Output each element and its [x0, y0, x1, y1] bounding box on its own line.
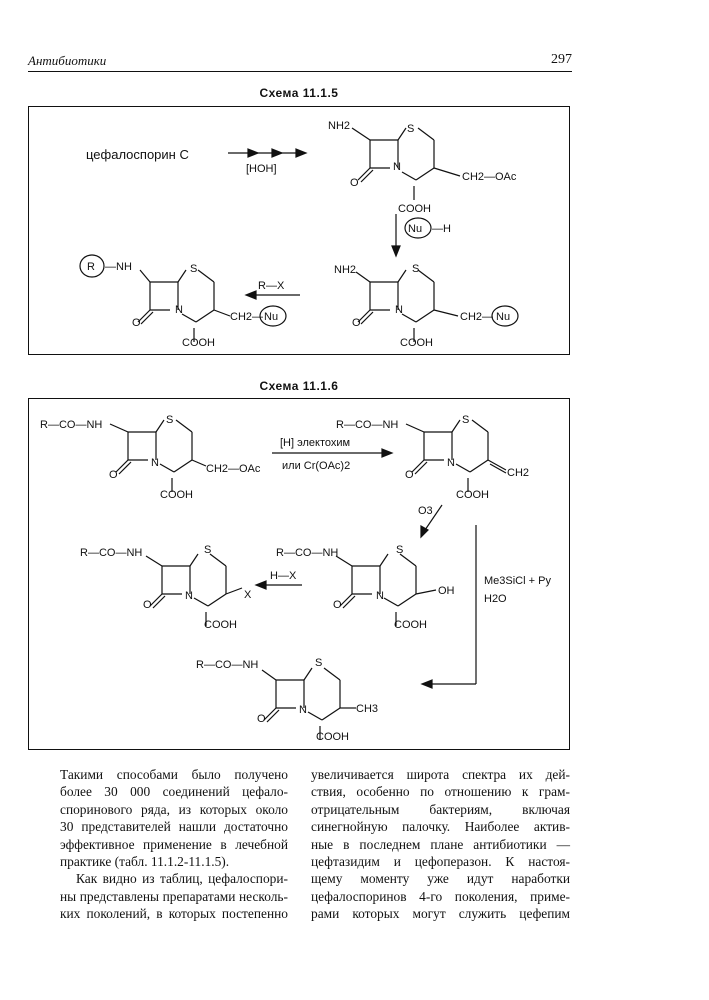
nu-label: Nu [264, 311, 279, 323]
nitrogen-label: N [185, 590, 193, 602]
text-line: рами которых могут служить цефепим [311, 906, 570, 922]
oxygen-label: O [143, 599, 152, 611]
sulfur-label: S [190, 263, 198, 275]
scheme2-molecule-a [116, 420, 192, 492]
r-group-label: R [87, 261, 95, 273]
cooh-label: COOH [160, 489, 193, 501]
ozone-label: O3 [418, 505, 433, 517]
text-line: практике (табл. 11.1.2-11.1.5). [60, 854, 230, 870]
nu-label: Nu [496, 311, 511, 323]
nh-label: —NH [105, 261, 132, 273]
x-label: X [244, 589, 252, 601]
sulfur-label: S [412, 263, 420, 275]
text-line: Такими способами было получено [60, 767, 288, 782]
oxygen-label: O [109, 469, 118, 481]
reduction-label-bottom: или Cr(OAc)2 [282, 460, 351, 472]
text-line: синегнойную палочку. Наиболее актив- [311, 819, 570, 835]
ch2-label: CH2— [230, 311, 264, 323]
cooh-label: COOH [456, 489, 489, 501]
nh2-label: NH2 [334, 264, 357, 276]
sulfur-label: S [462, 414, 470, 426]
nu-reagent-label: Nu [408, 223, 423, 235]
oxygen-label: O [257, 713, 266, 725]
text-line: цефтазидим и цефоперазон. К настоя- [311, 854, 570, 870]
hx-label: H—X [270, 570, 297, 582]
scheme-1-title: Схема 11.1.5 [259, 86, 339, 100]
scheme-2-title: Схема 11.1.6 [259, 379, 339, 393]
text-line: увеличивается широта спектра их дей- [311, 767, 570, 782]
sulfur-label: S [204, 544, 212, 556]
rconh-label: R—CO—NH [196, 659, 259, 671]
scheme1-arrow-nucleophile [392, 214, 431, 256]
ch2-label: CH2 [507, 467, 530, 479]
rx-label: R—X [258, 280, 285, 292]
silylation-label-bottom: H2O [484, 593, 507, 605]
scheme1-arrow-hydrolysis [228, 149, 306, 157]
sulfur-label: S [396, 544, 404, 556]
sulfur-label: S [315, 657, 323, 669]
scheme2-molecule-b [412, 420, 488, 492]
paragraph [60, 766, 288, 870]
nitrogen-label: N [395, 304, 403, 316]
oxygen-label: O [132, 317, 141, 329]
cooh-label: COOH [398, 203, 431, 215]
nh2-label: NH2 [328, 120, 351, 132]
text-line: 30 представителей нашли достаточно [60, 819, 288, 835]
ch3-label: CH3 [356, 703, 379, 715]
page-number: 297 [551, 52, 572, 67]
text-line: щему моменту уже идут наработки [311, 871, 570, 887]
scheme1-arrow-acylation [246, 291, 300, 299]
scheme2-arrow-substitution [256, 581, 302, 589]
text-line: ких поколений, в которых постепенно [60, 906, 288, 922]
cooh-label: COOH [394, 619, 427, 631]
paragraph [60, 870, 288, 922]
text-line: цефалоспоринов 4-го поколения, приме- [311, 888, 570, 904]
silylation-label-top: Me3SiCl + Py [484, 575, 551, 587]
sulfur-label: S [407, 123, 415, 135]
ch2oac-label: CH2—OAc [206, 463, 261, 475]
sulfur-label: S [166, 414, 174, 426]
oxygen-label: O [333, 599, 342, 611]
text-line: ствия, особенно по отношению к грам- [311, 784, 570, 800]
oh-label: OH [438, 585, 455, 597]
nitrogen-label: N [447, 457, 455, 469]
oxygen-label: O [405, 469, 414, 481]
text-line: более 30 000 соединений цефало- [60, 784, 288, 800]
text-line: отрицательным бактериям, включая [311, 801, 570, 817]
nu-tail-label: —H [432, 223, 451, 235]
text-line: эффективное применение в лечебной [60, 836, 288, 852]
nitrogen-label: N [299, 704, 307, 716]
scheme2-arrow-silylation [422, 525, 476, 688]
ch2oac-label: CH2—OAc [462, 171, 517, 183]
nitrogen-label: N [376, 590, 384, 602]
rconh-label: R—CO—NH [276, 547, 339, 559]
cooh-label: COOH [316, 731, 349, 743]
right-column [311, 766, 570, 923]
cooh-label: COOH [400, 337, 433, 349]
nitrogen-label: N [175, 304, 183, 316]
cooh-label: COOH [204, 619, 237, 631]
oxygen-label: O [350, 177, 359, 189]
text-line: ны представлены препаратами несколь- [60, 888, 288, 904]
text-line: Как видно из таблиц, цефалоспори- [76, 871, 288, 887]
text-line: ные в последнем плане антибиотики — [311, 836, 570, 852]
oxygen-label: O [352, 317, 361, 329]
nitrogen-label: N [393, 161, 401, 173]
scheme1-start-label: цефалоспорин C [86, 147, 189, 162]
cooh-label: COOH [182, 337, 215, 349]
reduction-label-top: [H] электохим [280, 437, 351, 449]
scheme1-arrow1-label: [HOH] [246, 163, 277, 175]
paragraph [311, 766, 570, 923]
left-column [60, 766, 288, 923]
scheme2-arrow-reduction [272, 449, 392, 457]
rconh-label: R—CO—NH [40, 419, 103, 431]
rconh-label: R—CO—NH [80, 547, 143, 559]
running-title: Антибиотики [28, 53, 107, 68]
text-line: споринового ряда, из которых около [60, 801, 288, 817]
ch2-label: CH2— [460, 311, 494, 323]
nitrogen-label: N [151, 457, 159, 469]
rconh-label: R—CO—NH [336, 419, 399, 431]
